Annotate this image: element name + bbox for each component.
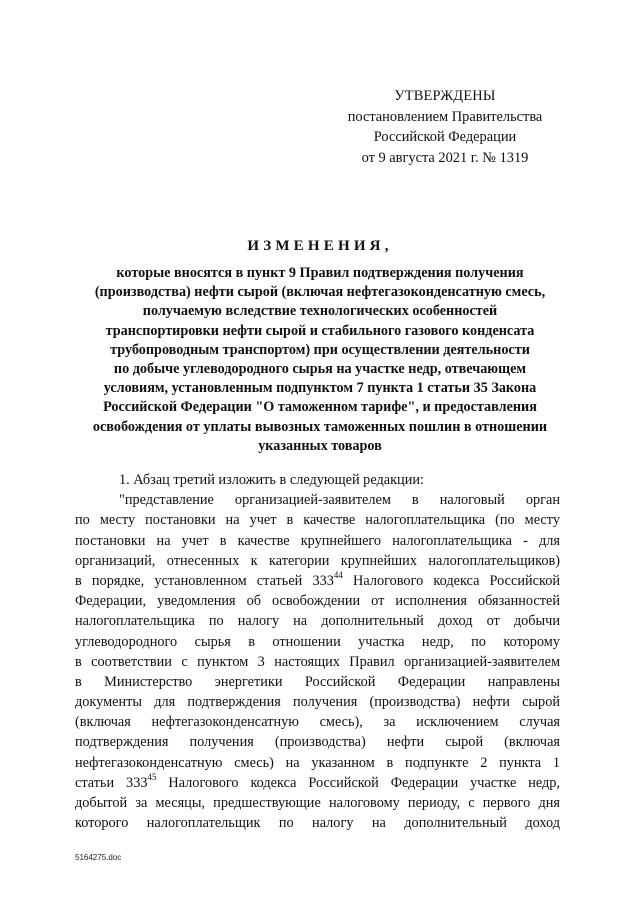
superscript: 45	[147, 772, 157, 783]
body-line: в Министерство энергетики Российской Федерации направлены	[75, 673, 560, 690]
subtitle-line: условиям, установленным подпунктом 7 пункта 1 статьи 35 Закона	[103, 380, 537, 397]
item-1-heading: 1. Абзац третий изложить в следующей редакции:	[119, 472, 424, 488]
subtitle-line: транспортировки нефти сырой и стабильного газового конденсата	[105, 322, 535, 339]
body-line: которого налогоплательщик по налогу на дополнительный доход	[75, 815, 560, 832]
body-line: "представление организацией-заявителем в налоговый орган	[119, 492, 560, 509]
subtitle-line: указанных товаров	[258, 437, 382, 454]
subtitle-line: которые вносятся в пункт 9 Правил подтверждения получения	[116, 265, 524, 281]
body-line: в соответствии с пунктом 3 настоящих Правил организацией-заявителем	[75, 653, 560, 670]
body-line: добытой за месяцы, предшествующие налоговому периоду, с первого дня	[75, 795, 560, 811]
subtitle-line: освобождения от уплаты вывозных таможенных пошлин в отношении	[92, 418, 548, 435]
document-subtitle	[70, 264, 570, 456]
body-line-article-333-44	[75, 571, 560, 591]
approval-line-1: постановлением Правительства	[347, 108, 543, 125]
body-line: постановки на учет в качестве крупнейшего налогоплательщика - для	[75, 532, 560, 549]
body-line: организаций, отнесенных к категории крупнейших налогоплательщиков)	[75, 552, 560, 569]
body-line: Федерации, уведомления об освобождении от исполнения обязанностей	[75, 593, 560, 610]
approval-line-3: от 9 августа 2021 г. № 1319	[361, 149, 529, 166]
body-line: подтверждения получения (производства) нефти сырой (включая	[75, 734, 560, 751]
body-line: по месту постановки на учет в качестве налогоплательщика (по месту	[75, 512, 560, 529]
body-line: налогоплательщика по налогу на дополнительный доход от добычи	[75, 613, 560, 630]
approval-title: УТВЕРЖДЕНЫ	[394, 88, 496, 104]
body-line: углеводородного сырья в отношении участка недр, по которому	[75, 633, 560, 650]
subtitle-line: Российской Федерации "О таможенном тарифе", и предоставления	[103, 399, 537, 416]
approval-line-2: Российской Федерации	[373, 129, 517, 145]
approval-block	[340, 86, 550, 168]
body-line: документы для подтверждения получения (производства) нефти сырой	[75, 694, 560, 711]
document-body	[75, 470, 560, 833]
text-segment: в порядке, установленном статьей 333	[75, 572, 334, 589]
text-segment: Налогового кодекса Российской Федерации участке недр,	[156, 774, 561, 791]
file-reference: 5164275.doc	[75, 853, 122, 862]
subtitle-line: (производства) нефти сырой (включая нефтегазоконденсатную смесь,	[94, 284, 546, 301]
subtitle-line: по добыче углеводородного сырья на участке недр, отвечающем	[113, 361, 527, 378]
body-line: нефтегазоконденсатную смесь) на указанном в подпункте 2 пункта 1	[75, 754, 560, 771]
superscript: 44	[333, 570, 343, 581]
subtitle-line: трубопроводным транспортом) при осуществлении деятельности	[110, 341, 530, 358]
text-segment: статьи 333	[75, 774, 148, 791]
subtitle-line: получаемую вследствие технологических особенностей	[142, 303, 498, 320]
body-line-article-333-45	[75, 773, 560, 793]
body-line: (включая нефтегазоконденсатную смесь), за исключением случая	[75, 714, 560, 731]
document-title: ИЗМЕНЕНИЯ,	[247, 238, 393, 254]
text-segment: Налогового кодекса Российской	[342, 572, 561, 589]
